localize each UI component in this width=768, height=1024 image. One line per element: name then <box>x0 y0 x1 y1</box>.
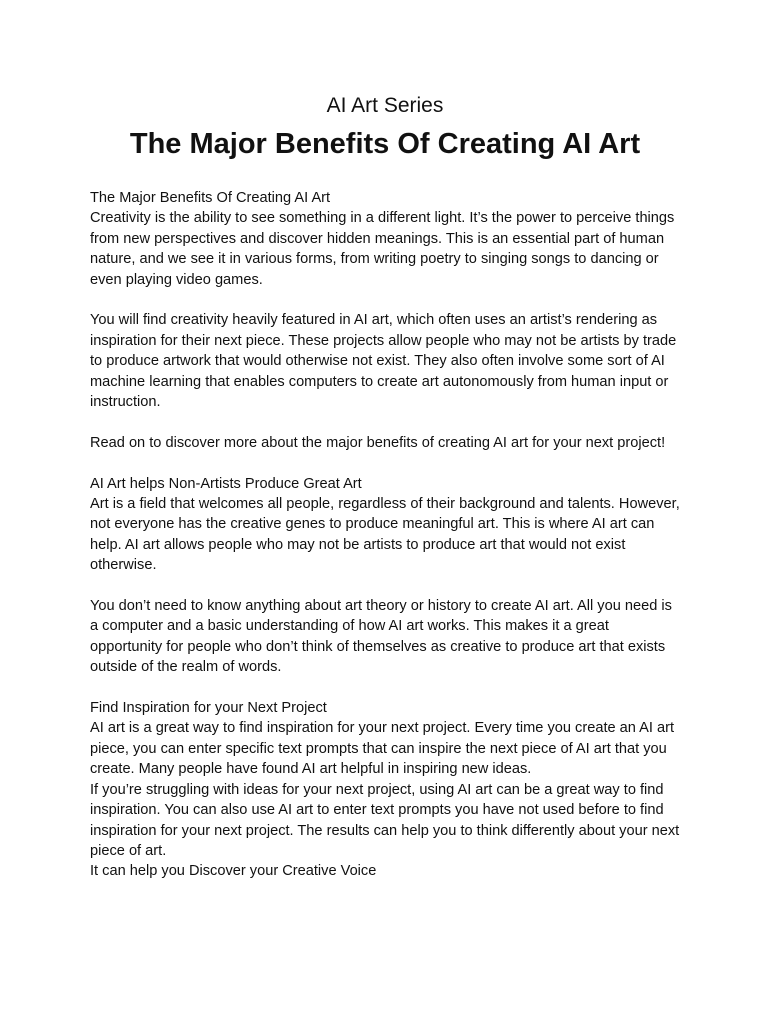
section-heading: The Major Benefits Of Creating AI Art <box>90 190 331 206</box>
paragraph: Creativity is the ability to see something in a different light. It’s the power to perceive things from new perspectives and discover hidden meanings. This is an essential part of human nature, and we see it in various forms, from writing poetry to singing songs to dancing or even playing video games. <box>90 210 675 288</box>
paragraph: You don’t need to know anything about art theory or history to create AI art. All you need is a computer and a basic understanding of how AI art works. This makes it a great opportunity for people who don’t think of themselves as creative to produce art that exists outside of the realm of words. <box>90 598 672 676</box>
paragraph: You will find creativity heavily featured in AI art, which often uses an artist’s rendering as inspiration for their next piece. These projects allow people who may not be artists by trade to produce artwork that would otherwise not exist. They also often involve some sort of AI machine learning that enables computers to create art autonomously from human input or instruction. <box>90 312 677 411</box>
document-body <box>90 188 680 882</box>
document-title: The Major Benefits Of Creating AI Art <box>129 128 641 160</box>
section-no-theory-needed <box>90 596 680 678</box>
paragraph: If you’re struggling with ideas for your next project, using AI art can be a great way to find inspiration. You can also use AI art to enter text prompts you have not used before to find inspiration for your next project. The results can help you to think differently about your next piece of art. <box>90 781 680 859</box>
paragraph: AI art is a great way to find inspiration for your next project. Every time you create an AI art piece, you can enter specific text prompts that can inspire the next piece of AI art that you create. Many people have found AI art helpful in inspiring new ideas. <box>90 720 675 778</box>
section-read-on <box>90 433 680 453</box>
section-creativity-in-ai-art <box>90 310 680 412</box>
section-heading: Find Inspiration for your Next Project <box>90 700 327 717</box>
paragraph: Art is a field that welcomes all people, regardless of their background and talents. However, not everyone has the creative genes to produce meaningful art. This is where AI art can help. AI art allows people who may not be artists to produce art that would not exist otherwise. <box>90 496 680 574</box>
series-title: AI Art Series <box>326 94 444 117</box>
paragraph: Read on to discover more about the major benefits of creating AI art for your next project! <box>90 434 666 451</box>
section-heading: AI Art helps Non-Artists Produce Great Art <box>90 475 362 492</box>
section-non-artists <box>90 474 680 576</box>
section-intro <box>90 188 680 290</box>
section-heading: It can help you Discover your Creative Voice <box>90 863 377 880</box>
section-inspiration <box>90 698 680 882</box>
